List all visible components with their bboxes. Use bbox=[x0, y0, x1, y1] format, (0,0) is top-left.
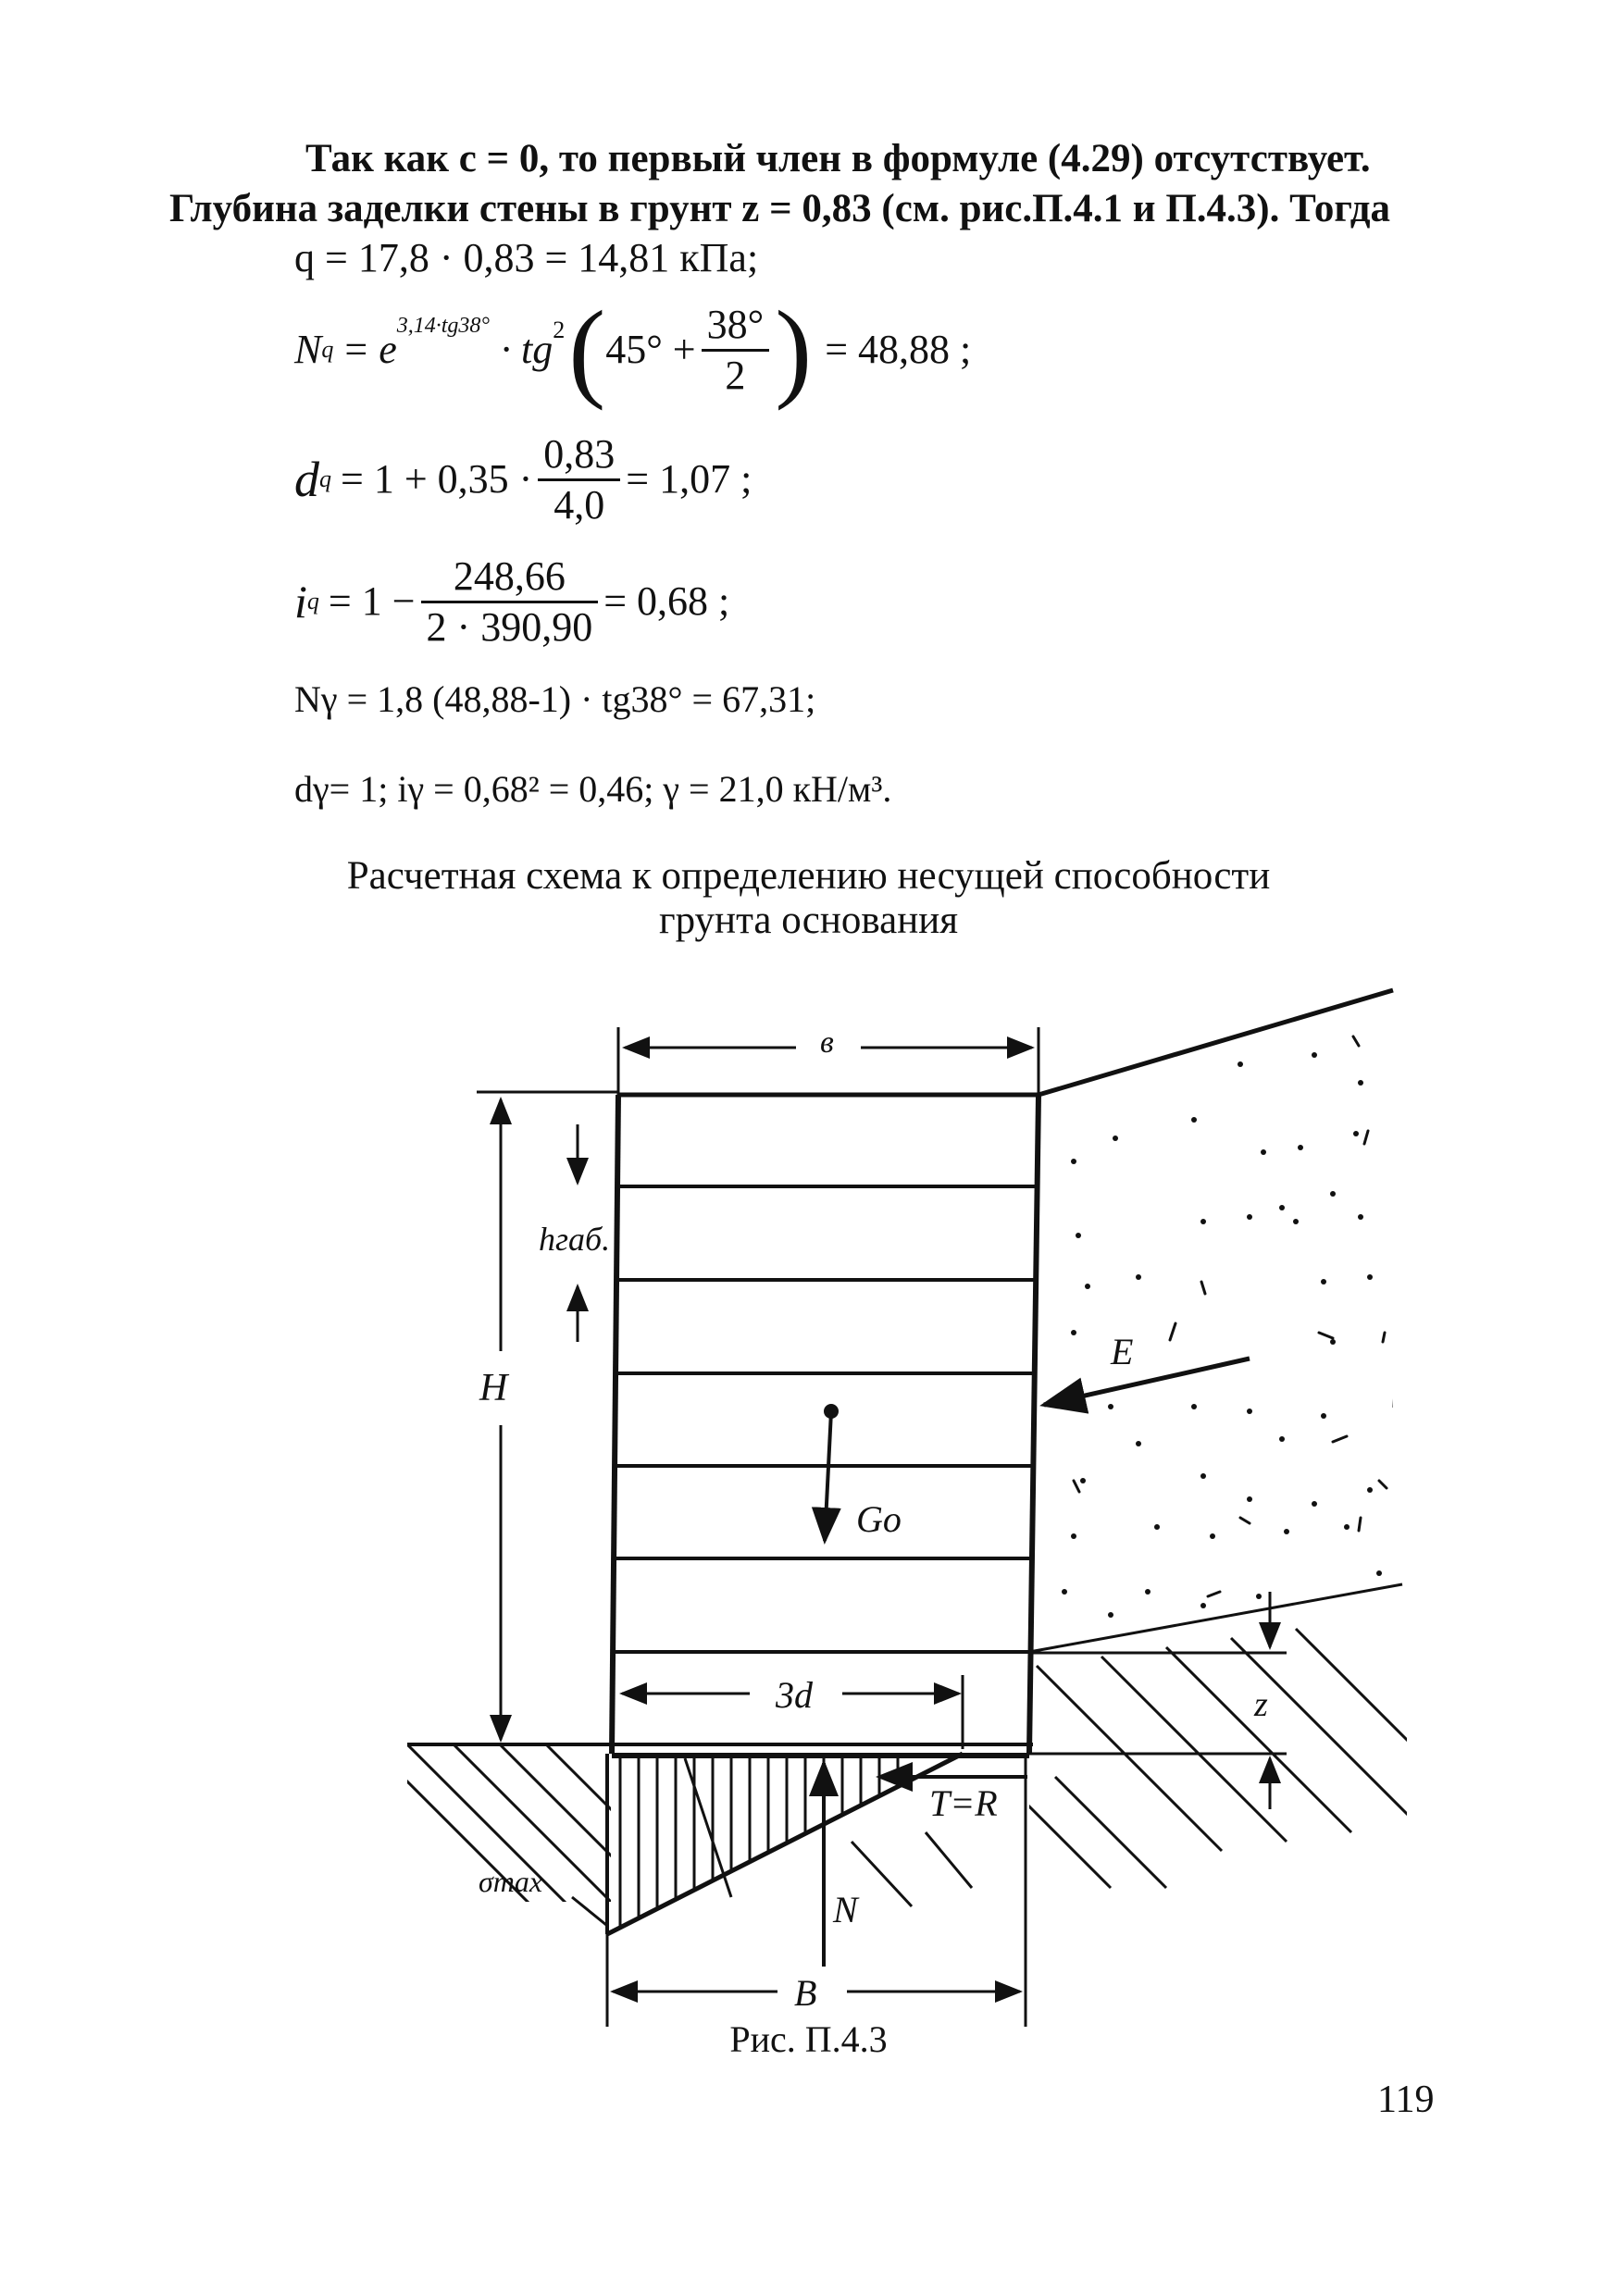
nq-numerator: 38° bbox=[702, 304, 770, 352]
equation-dgamma: dγ= 1; iγ = 0,68² = 0,46; γ = 21,0 кН/м³. bbox=[294, 768, 892, 810]
label-B: B bbox=[794, 1972, 817, 2014]
iq-result: = 0,68 ; bbox=[603, 578, 730, 624]
nq-square: 2 bbox=[553, 316, 566, 343]
label-h-gab-text: hгаб. bbox=[539, 1221, 611, 1258]
nq-exponent: 3,14·tg38° bbox=[396, 314, 490, 338]
label-N: N bbox=[833, 1889, 858, 1930]
label-sigma-max: σmax bbox=[479, 1865, 543, 1898]
iq-symbol: i bbox=[294, 576, 307, 627]
label-E: E bbox=[1111, 1331, 1134, 1372]
dq-mid: = 1 + 0,35 · bbox=[341, 456, 533, 502]
dimension-H bbox=[477, 1092, 618, 1740]
nq-inner: 45° + bbox=[605, 327, 696, 372]
nq-right-paren: ) bbox=[775, 288, 813, 411]
force-E-arrow bbox=[1044, 1359, 1250, 1405]
label-H: H bbox=[479, 1367, 508, 1409]
nq-denominator: 2 bbox=[725, 352, 746, 398]
label-z: z bbox=[1254, 1685, 1268, 1724]
sigma-max-leader bbox=[572, 1897, 606, 1925]
iq-denominator: 2 · 390,90 bbox=[426, 603, 593, 650]
figure-title-line-2: грунта основания bbox=[658, 899, 959, 942]
iq-subscript: q bbox=[306, 588, 319, 614]
dq-symbol: d bbox=[294, 452, 319, 507]
stress-diagram bbox=[607, 1754, 963, 1939]
nq-left-paren: ( bbox=[568, 288, 606, 411]
label-T-R: T=R bbox=[929, 1782, 998, 1824]
nq-tg: · tg bbox=[500, 327, 554, 372]
backfill-soil bbox=[1029, 990, 1416, 1652]
nq-e: e bbox=[379, 327, 397, 372]
iq-numerator: 248,66 bbox=[421, 556, 599, 603]
dq-subscript: q bbox=[319, 465, 331, 492]
paragraph-line-1: Так как c = 0, то первый член в формуле (4.29) отсутствует. bbox=[305, 137, 1371, 180]
figure-title-line-1: Расчетная схема к определению несущей способности bbox=[346, 854, 1271, 898]
label-b-top: в bbox=[820, 1025, 834, 1060]
label-3d: 3d bbox=[776, 1674, 813, 1716]
wall bbox=[612, 1095, 1039, 1754]
figure-caption: Рис. П.4.3 bbox=[729, 2018, 888, 2060]
label-Go: Go bbox=[856, 1498, 902, 1540]
nq-result: = 48,88 ; bbox=[825, 327, 972, 372]
nq-equals: = bbox=[344, 327, 368, 372]
dq-denominator: 4,0 bbox=[554, 481, 605, 527]
dq-result: = 1,07 ; bbox=[626, 456, 753, 502]
weight-Go-arrow bbox=[824, 1404, 839, 1541]
nq-symbol: N bbox=[294, 327, 322, 372]
iq-mid: = 1 − bbox=[328, 578, 416, 624]
equation-q: q = 17,8 · 0,83 = 14,81 кПа; bbox=[294, 235, 759, 280]
nq-subscript: q bbox=[321, 336, 334, 363]
dq-numerator: 0,83 bbox=[538, 434, 620, 481]
dimension-z bbox=[1029, 1592, 1287, 1809]
page-number: 119 bbox=[1377, 2079, 1435, 2121]
equation-ngamma: Nγ = 1,8 (48,88-1) · tg38° = 67,31; bbox=[294, 678, 816, 720]
paragraph-line-2: Глубина заделки стены в грунт z = 0,83 (см. рис.П.4.1 и П.4.3). Тогда bbox=[169, 187, 1390, 230]
label-h-gab bbox=[539, 1220, 610, 1259]
